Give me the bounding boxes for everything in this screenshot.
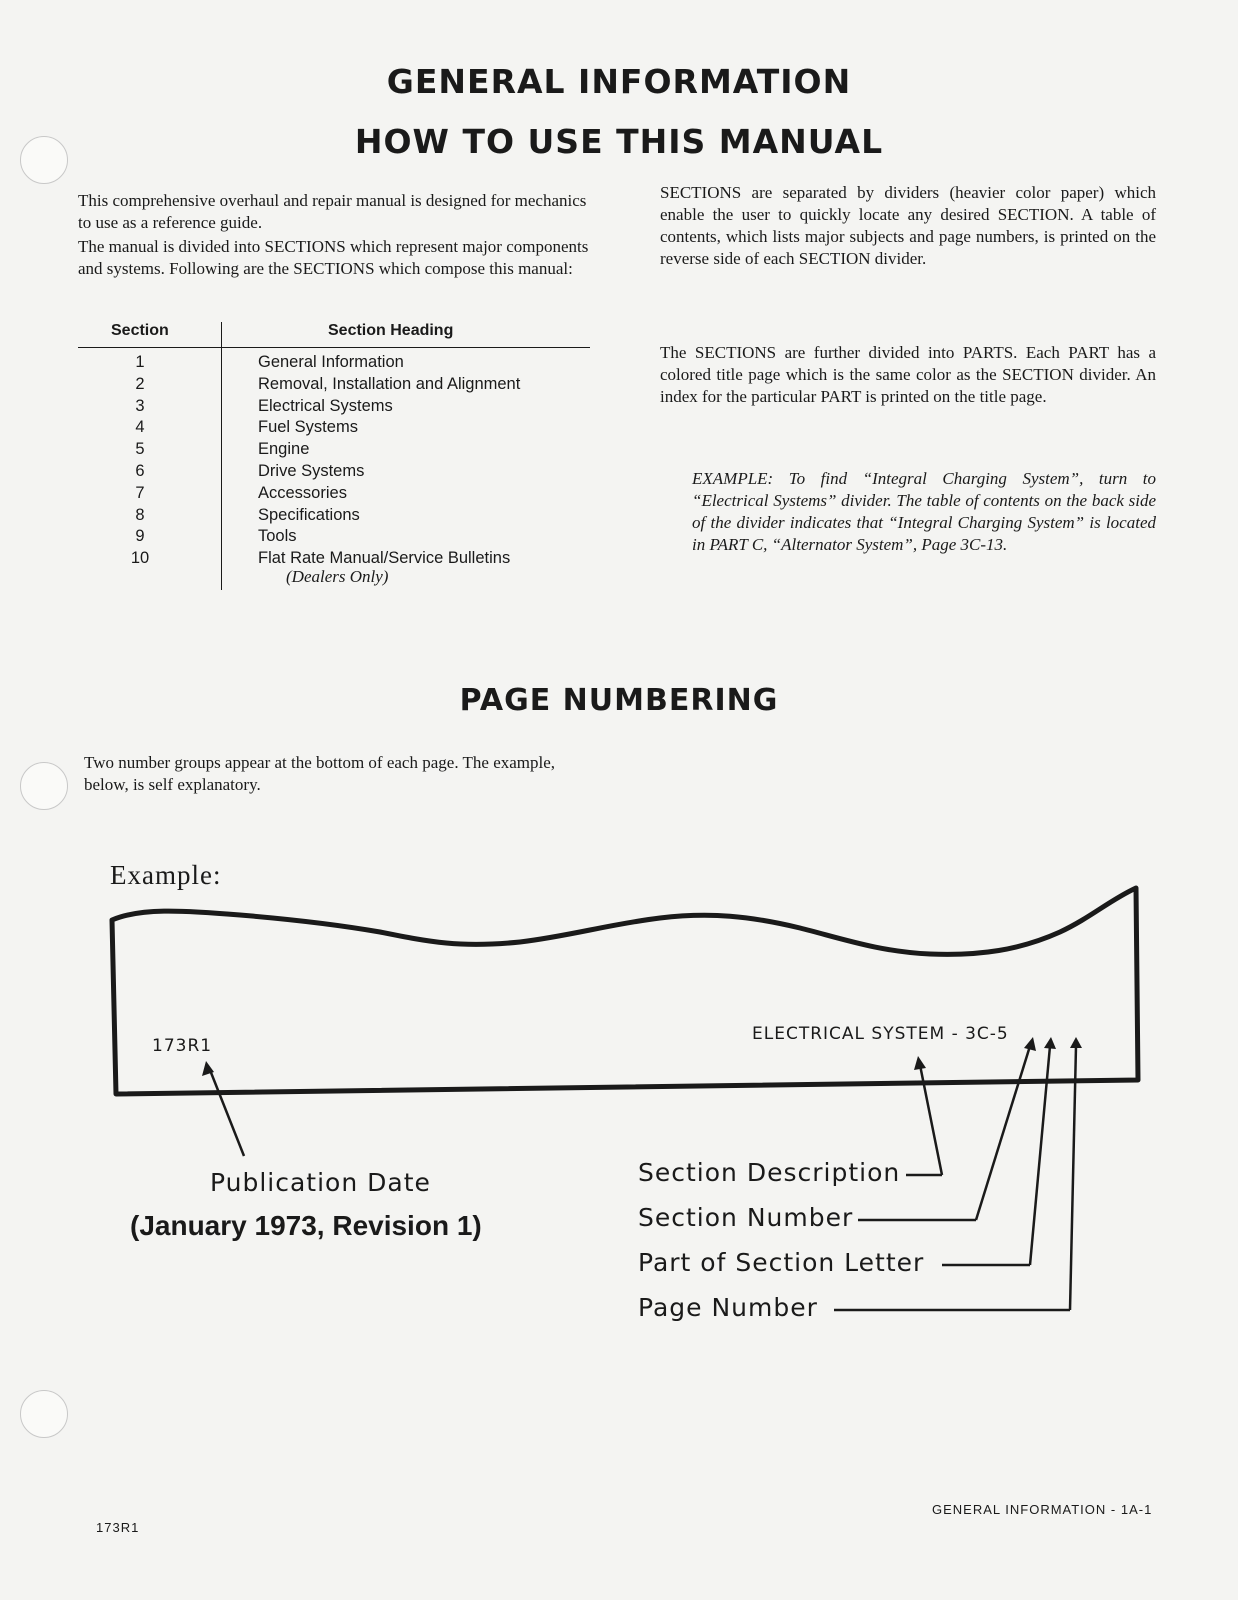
table-row	[78, 461, 598, 483]
dividers-paragraph: SECTIONS are separated by dividers (heavier color paper) which enable the user to quickly locate any desired SECTION. A table of contents, which lists major subjects and page numbers, is printed on the reverse side of each SECTION divider.	[660, 183, 1156, 268]
callout-section-description: Section Description	[638, 1158, 901, 1187]
table-rows	[78, 352, 598, 570]
table-row	[78, 396, 598, 418]
section-number: 5	[135, 440, 145, 459]
table-row	[78, 439, 598, 461]
section-heading: Engine	[258, 440, 310, 459]
table-row	[78, 526, 598, 548]
section-number: 1	[135, 353, 145, 371]
section-title-how-to-use: HOW TO USE THIS MANUAL	[354, 122, 884, 161]
table-row	[78, 352, 598, 374]
table-row	[78, 417, 598, 439]
punch-hole-bottom	[20, 1390, 68, 1438]
section-heading: General Information	[258, 353, 404, 371]
torn-page-outline	[112, 888, 1138, 1094]
column-header-section: Section	[111, 322, 169, 339]
parts-paragraph: The SECTIONS are further divided into PARTS. Each PART has a colored title page which is the same color as the SECTION divider. An index for the particular PART is printed on the title page.	[660, 343, 1156, 406]
publication-date-value: (January 1973, Revision 1)	[130, 1210, 482, 1241]
dealers-only-note: (Dealers Only)	[286, 567, 389, 586]
footer-page-id: GENERAL INFORMATION - 1A-1	[932, 1502, 1153, 1517]
publication-code: 173R1	[152, 1036, 213, 1056]
table-row	[78, 483, 598, 505]
example-label: Example:	[110, 860, 222, 890]
example-paragraph: EXAMPLE: To find “Integral Charging System”, turn to “Electrical Systems” divider. The table of contents on the back side of the divider indicates that “Integral Charging System” is located in PART C, “Alternator System”, Page 3C-13.	[692, 469, 1156, 554]
arrow-page-number	[1070, 1046, 1076, 1310]
section-number: 7	[135, 483, 145, 502]
punch-hole-middle	[20, 762, 68, 810]
table-row	[78, 374, 598, 396]
callout-section-number: Section Number	[638, 1203, 854, 1232]
section-number: 9	[135, 527, 145, 546]
section-number: 6	[135, 461, 145, 480]
arrow-section-number	[976, 1046, 1030, 1220]
section-heading: Tools	[258, 527, 297, 546]
page-footer-diagram	[100, 880, 1160, 1330]
arrow-publication-date	[210, 1070, 244, 1156]
section-heading: Specifications	[258, 505, 360, 524]
table-header-rule	[78, 347, 590, 348]
publication-date-label: Publication Date	[210, 1168, 431, 1197]
page-numbering-paragraph: Two number groups appear at the bottom of each page. The example, below, is self explanatory.	[84, 753, 556, 794]
section-number: 4	[135, 418, 145, 437]
section-number: 10	[130, 549, 150, 568]
section-code: ELECTRICAL SYSTEM - 3C-5	[752, 1024, 1009, 1044]
section-heading: Accessories	[258, 483, 347, 502]
section-heading: Fuel Systems	[258, 418, 358, 437]
section-number: 8	[135, 505, 145, 524]
section-heading: Drive Systems	[258, 461, 365, 480]
callout-page-number: Page Number	[638, 1293, 818, 1322]
callout-part-letter: Part of Section Letter	[638, 1248, 925, 1277]
section-number: 2	[135, 374, 145, 393]
intro-paragraph-1: This comprehensive overhaul and repair manual is designed for mechanics to use as a reference guide.	[78, 191, 587, 232]
column-header-section-heading: Section Heading	[328, 322, 454, 339]
table-row	[78, 505, 598, 527]
section-heading: Flat Rate Manual/Service Bulletins	[258, 549, 511, 568]
section-heading: Electrical Systems	[258, 396, 393, 415]
section-heading: Removal, Installation and Alignment	[258, 374, 521, 393]
intro-paragraph-2: The manual is divided into SECTIONS which represent major components and systems. Following are the SECTIONS which compose this manual:	[78, 237, 589, 278]
page-title: GENERAL INFORMATION	[386, 62, 852, 101]
section-title-page-numbering: PAGE NUMBERING	[459, 683, 779, 718]
sections-table	[78, 322, 598, 602]
section-number: 3	[135, 396, 145, 415]
footer-publication-code: 173R1	[96, 1520, 140, 1535]
